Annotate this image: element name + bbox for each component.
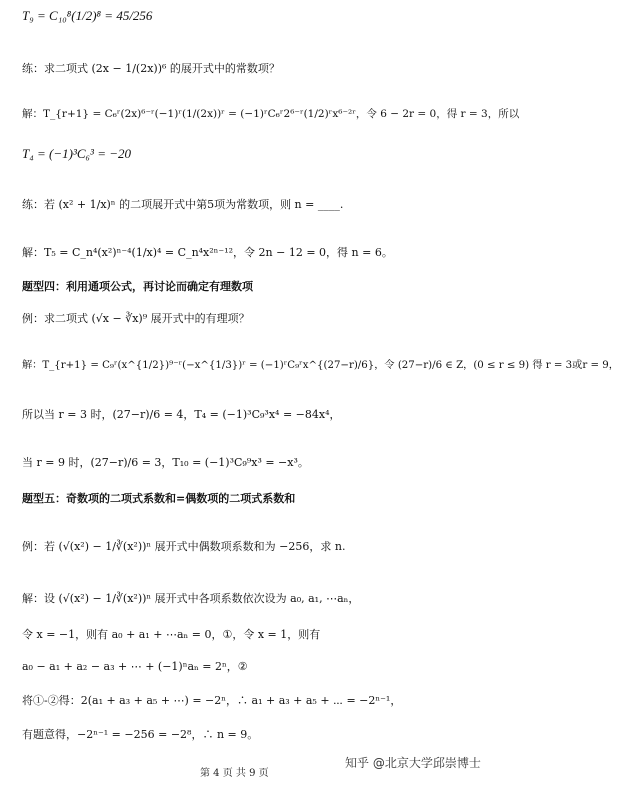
- example-5-step-1: 令 x = −1，则有 a₀ + a₁ + ⋯aₙ = 0，①，令 x = 1，则有: [22, 628, 321, 641]
- watermark-text: 知乎 @北京大学邱崇博士: [345, 756, 481, 770]
- exercise-1-result: T₄ = (−1)³C₆³ = −20: [22, 146, 131, 161]
- example-4-case-r9: 当 r = 9 时，(27−r)/6 = 3，T₁₀ = (−1)³C₉⁹x³ = −x³。: [22, 456, 309, 469]
- example-4-question: 例：求二项式 (√x − ∛x)⁹ 展开式中的有理项？: [22, 312, 250, 325]
- exercise-1-question: 练：求二项式 (2x − 1/(2x))⁶ 的展开式中的常数项？: [22, 62, 280, 75]
- exercise-1-solution: 解：T_{r+1} = C₆ʳ(2x)⁶⁻ʳ(−1)ʳ(1/(2x))ʳ = (−1)ʳC₆ʳ2⁶⁻ʳ(1/2)ʳx⁶⁻²ʳ，令 6 − 2r = 0，得 r = 3，所以: [22, 108, 520, 120]
- section-5-heading: 题型五：奇数项的二项式系数和=偶数项的二项式系数和: [22, 492, 296, 505]
- exercise-2-question: 练：若 (x² + 1/x)ⁿ 的二项展开式中第5项为常数项，则 n = ____.: [22, 198, 344, 211]
- example-5-solution-setup: 解：设 (√(x²) − 1/∛(x²))ⁿ 展开式中各项系数依次设为 a₀, a₁, ⋯aₙ，: [22, 592, 360, 605]
- exercise-2-solution: 解：T₅ = C_n⁴(x²)ⁿ⁻⁴(1/x)⁴ = C_n⁴x²ⁿ⁻¹²，令 2n − 12 = 0，得 n = 6。: [22, 246, 393, 259]
- example-5-question: 例：若 (√(x²) − 1/∛(x²))ⁿ 展开式中偶数项系数和为 −256，求 n.: [22, 540, 346, 553]
- page-number-footer: 第 4 页 共 9 页: [200, 768, 269, 779]
- watermark: [345, 756, 481, 770]
- example-5-step-3: 将①-②得：2(a₁ + a₃ + a₅ + ⋯) = −2ⁿ，∴ a₁ + a₃ + a₅ + ⋯ = −2ⁿ⁻¹，: [22, 694, 402, 707]
- example-5-step-2: a₀ − a₁ + a₂ − a₃ + ⋯ + (−1)ⁿaₙ = 2ⁿ，②: [22, 660, 248, 673]
- example-4-solution: 解：T_{r+1} = C₉ʳ(x^{1/2})⁹⁻ʳ(−x^{1/3})ʳ = (−1)ʳC₉ʳx^{(27−r)/6}，令 (27−r)/6 ∈ Z，(0 ≤ r ≤ 9) 得 r = 3或r = 9，: [22, 360, 619, 371]
- example-4-case-r3: 所以当 r = 3 时，(27−r)/6 = 4，T₄ = (−1)³C₉³x⁴ = −84x⁴，: [22, 408, 341, 421]
- example-5-conclusion: 有题意得，−2ⁿ⁻¹ = −256 = −2⁸，∴ n = 9。: [22, 728, 259, 741]
- section-4-heading: 题型四：利用通项公式，再讨论而确定有理数项: [22, 280, 253, 293]
- line-t9-formula: T₉ = C₁₀⁸(1/2)⁸ = 45/256: [22, 8, 153, 23]
